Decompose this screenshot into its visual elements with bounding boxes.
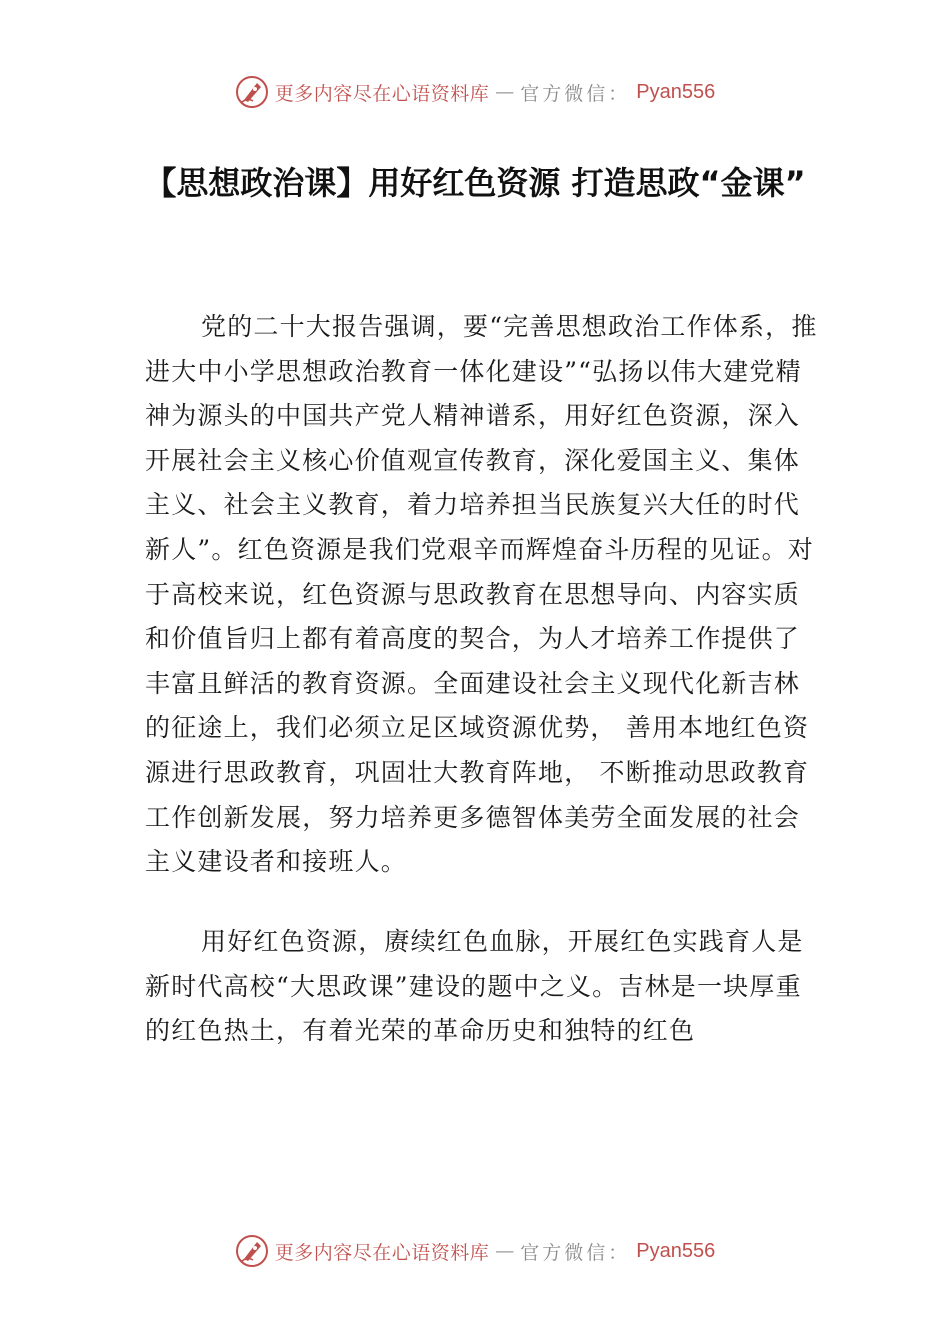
watermark-wechat-id: Pyan556: [636, 1239, 716, 1262]
watermark-wechat-label: 官方微信：: [520, 82, 631, 105]
header-watermark: [0, 72, 950, 112]
paragraph-2: 用好红色资源，赓续红色血脉，开展红色实践育人是新时代高校“大思政课”建设的题中之义。吉林是一块厚重的红色热土，有着光荣的革命历史和独特的红色: [145, 927, 804, 1046]
paragraph-1: 党的二十大报告强调，要“完善思想政治工作体系，推进大中小学思想政治教育一体化建设”“弘扬以伟大建党精神为源头的中国共产党人精神谱系，用好红色资源，深入开展社会主义核心价值观宣传教育，深化爱国主义、集体主义、社会主义教育，着力培养担当民族复兴大任的时代新人”。红色资源是我们党艰辛而辉煌奋斗历程的见证。对于高校来说，红色资源与思政教育在思想导向、内容实质和价值旨归上都有着高度的契合，为人才培养工作提供了丰富且鲜活的教育资源。全面建设社会主义现代化新吉林的征途上，我们必须立足区域资源优势， 善用本地红色资源进行思政教育，巩固壮大教育阵地， 不断推动思政教育工作创新发展，努力培养更多德智体美劳全面发展的社会主义建设者和接班人。: [145, 312, 818, 877]
watermark-wechat-label: 官方微信：: [520, 1241, 631, 1264]
pen-nib-logo-icon: [235, 75, 269, 109]
watermark-text: 更多内容尽在心语资料库: [274, 82, 490, 105]
footer-watermark: [0, 1231, 950, 1271]
watermark-dash: —: [495, 1240, 515, 1262]
watermark-dash: —: [495, 81, 515, 103]
pen-nib-logo-icon: [235, 1234, 269, 1268]
document-title: 【思想政治课】用好红色资源 打造思政“金课”: [144, 164, 806, 202]
watermark-wechat-id: Pyan556: [636, 80, 716, 103]
watermark-text: 更多内容尽在心语资料库: [274, 1241, 490, 1264]
